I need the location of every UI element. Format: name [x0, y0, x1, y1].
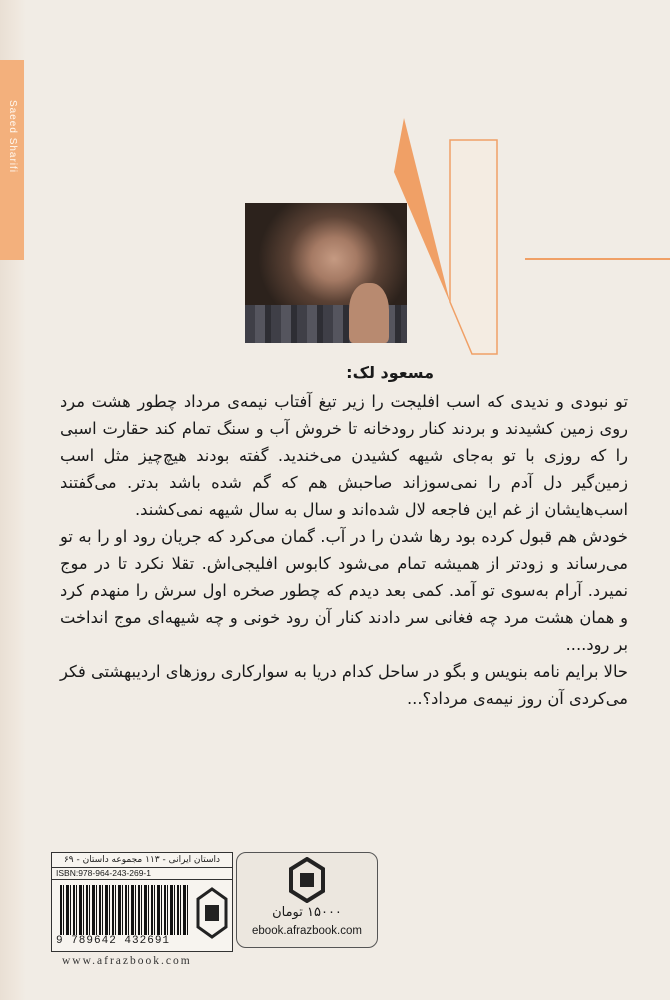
paragraph-1: تو نبودی و ندیدی که اسب افلیجت را زیر تیغ آفتاب نیمه‌ی مرداد چطور هشت مرد روی زمین کشیدند و بردند کنار رودخانه تا خروش آب و سنگ تمام کند حقارت اسبی را که روزی با تو به‌جای شیهه کشیدن می‌خندید. گفته بودند هیچ‌چیز مثل اسب زمین‌گیر دل آدم را نمی‌سوزاند صاحبش هم که گم شده باشد بدتر. می‌گفتند اسب‌هایشان از غم این فاجعه لال شده‌اند و سال به سال شیهه نمی‌کشند. [60, 392, 628, 519]
author-name: مسعود لک: [346, 363, 434, 382]
accent-line [525, 258, 670, 260]
barcode [60, 885, 190, 935]
series-label: داستان ایرانی - ۱۱۳ مجموعه داستان - ۶۹ [52, 853, 232, 868]
ebook-url: ebook.afrazbook.com [252, 925, 362, 937]
barcode-digits: 9 789642 432691 [56, 935, 171, 947]
price-label: ۱۵۰۰۰ تومان [272, 905, 342, 920]
photo-credit: Saeed Sharifi [7, 100, 18, 174]
back-cover-text [60, 388, 628, 712]
publisher-logo-small [196, 887, 228, 943]
price-box [236, 852, 378, 948]
publisher-website: www.afrazbook.com [62, 955, 192, 967]
author-photo-hand [349, 283, 389, 343]
paragraph-2: خودش هم قبول کرده بود رها شدن را در آب. گمان می‌کرد که جریان رود او را به تو می‌رساند و زودتر از همیشه تمام می‌شود کابوس افلیجی‌اش. تقلا نکرد تا در موج نمیرد. آرام به‌سوی تو آمد. کمی بعد دیدم که چطور صخره اول سرش را منهدم کرد و همان هشت مرد چه فغانی سر دادند کنار آن رود خونی و چه شیهه‌ای موج انداخت بر رود.... [60, 527, 628, 654]
publisher-logo [289, 857, 325, 903]
book-spine-edge [0, 0, 26, 1000]
isbn-box [51, 852, 233, 952]
paragraph-3: حالا برایم نامه بنویس و بگو در ساحل کدام دریا به سوارکاری روزهای اردیبهشتی فکر می‌کردی آن روز نیمه‌ی مرداد؟... [60, 662, 628, 708]
isbn-number: ISBN:978-964-243-269-1 [52, 867, 232, 880]
author-photo [245, 203, 407, 343]
